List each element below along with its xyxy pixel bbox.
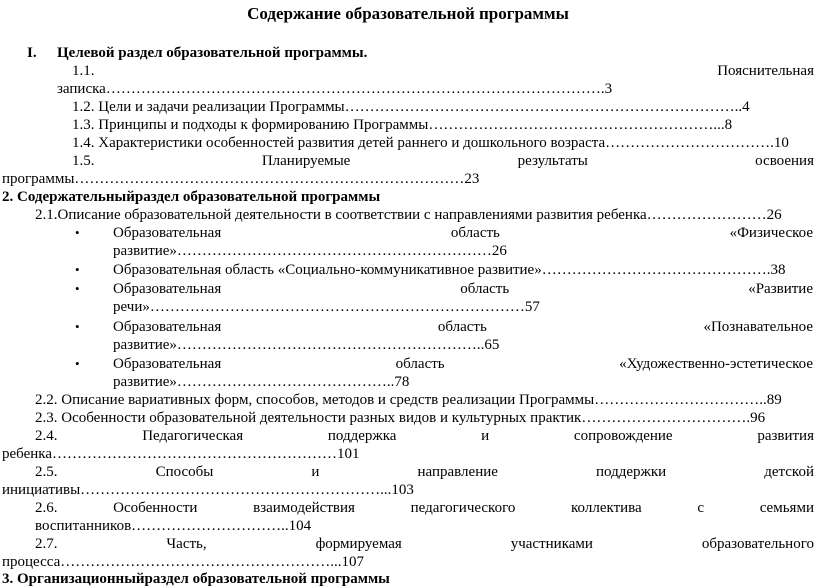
toc-item-2-7-continuation: процесса………………………………………………...107 bbox=[2, 554, 364, 570]
toc-item-1-1-continuation: записка……………………………………………………………………………………….3 bbox=[57, 81, 613, 97]
toc-item-2-2: 2.2. Описание вариативных форм, способов, методов и средств реализации Программы……………………………..89 bbox=[35, 392, 782, 408]
toc-word: взаимодействия bbox=[253, 500, 355, 516]
toc-item-2-3: 2.3. Особенности образовательной деятельности разных видов и культурных практик…………………………….96 bbox=[35, 410, 766, 426]
toc-word: Способы bbox=[155, 464, 214, 480]
toc-word: 2.4. bbox=[35, 428, 58, 444]
bullet-icon: • bbox=[75, 281, 80, 296]
section-2-heading: 2. Содержательныйраздел образовательной программы bbox=[2, 189, 381, 205]
toc-item-number: 1.1. bbox=[72, 63, 95, 79]
toc-bullet-artistic-continuation: развитие»……………………………………..78 bbox=[113, 374, 410, 390]
toc-item-1-4: 1.4. Характеристики особенностей развития детей раннего и дошкольного возраста…………………………….10 bbox=[72, 135, 789, 151]
toc-word: Часть, bbox=[166, 536, 207, 552]
toc-word: область bbox=[460, 281, 510, 297]
toc-word: область bbox=[450, 225, 500, 241]
toc-item-2-4 bbox=[35, 427, 814, 445]
toc-word: развития bbox=[757, 428, 814, 444]
toc-item-1-3: 1.3. Принципы и подходы к формированию Программы…………………………………………………...8 bbox=[72, 117, 733, 133]
toc-item-2-6 bbox=[35, 499, 814, 517]
toc-word: участниками bbox=[510, 536, 593, 552]
toc-word: 2.5. bbox=[35, 464, 58, 480]
toc-word: с bbox=[697, 500, 705, 516]
toc-word: 1.5. bbox=[72, 153, 95, 169]
toc-item-1-1 bbox=[72, 62, 814, 80]
toc-item-1-5-continuation: программы……………………………………………………………………23 bbox=[2, 171, 480, 187]
toc-item-word: Пояснительная bbox=[717, 63, 814, 79]
toc-word: Планируемые bbox=[261, 153, 351, 169]
toc-item-2-5-continuation: инициативы……………………………………………………...103 bbox=[2, 482, 414, 498]
toc-word: 2.7. bbox=[35, 536, 58, 552]
toc-bullet-cognitive-continuation: развитие»……………………………………………………..65 bbox=[113, 337, 500, 353]
toc-bullet-speech-continuation: речи»…………………………………………………………………57 bbox=[113, 299, 540, 315]
toc-item-2-7 bbox=[35, 535, 814, 553]
toc-word: и bbox=[481, 428, 490, 444]
toc-word: «Развитие bbox=[748, 281, 813, 297]
toc-item-1-2: 1.2. Цели и задачи реализации Программы……………………………………………………………………..4 bbox=[72, 99, 750, 115]
toc-word: и bbox=[311, 464, 320, 480]
toc-word: Образовательная bbox=[113, 281, 222, 297]
toc-word: образовательного bbox=[701, 536, 814, 552]
document-title: Содержание образовательной программы bbox=[247, 4, 569, 23]
toc-bullet-physical-continuation: развитие»………………………………………………………26 bbox=[113, 243, 507, 259]
toc-item-2-5 bbox=[35, 463, 814, 481]
toc-word: Образовательная bbox=[113, 225, 222, 241]
bullet-icon: • bbox=[75, 225, 80, 240]
toc-item-2-1: 2.1.Описание образовательной деятельности в соответствии с направлениями развития ребенка……………………26 bbox=[35, 207, 782, 223]
toc-word: область bbox=[437, 319, 487, 335]
toc-bullet-cognitive bbox=[113, 318, 813, 336]
toc-word: 2.6. bbox=[35, 500, 58, 516]
toc-word: «Художественно-эстетическое bbox=[619, 356, 813, 372]
toc-bullet-artistic bbox=[113, 355, 813, 373]
bullet-icon: • bbox=[75, 356, 80, 371]
toc-word: Педагогическая bbox=[142, 428, 244, 444]
toc-word: «Физическое bbox=[729, 225, 813, 241]
toc-word: Особенности bbox=[113, 500, 198, 516]
toc-word: формируемая bbox=[315, 536, 402, 552]
toc-item-1-5 bbox=[72, 152, 814, 170]
toc-word: поддержки bbox=[595, 464, 667, 480]
toc-word: результаты bbox=[517, 153, 588, 169]
toc-item-2-6-continuation: воспитанников…………………………..104 bbox=[35, 518, 312, 534]
toc-item-2-4-continuation: ребенка…………………………………………………101 bbox=[2, 446, 360, 462]
toc-word: семьями bbox=[759, 500, 814, 516]
section-1-number: I. bbox=[27, 45, 37, 61]
toc-bullet-physical bbox=[113, 224, 813, 242]
toc-word: область bbox=[395, 356, 445, 372]
toc-word: «Познавательное bbox=[703, 319, 813, 335]
toc-word: направление bbox=[417, 464, 498, 480]
toc-bullet-social: Образовательная область «Социально-коммуникативное развитие»……………………………………….38 bbox=[113, 262, 786, 278]
toc-word: детской bbox=[764, 464, 814, 480]
toc-word: сопровождение bbox=[573, 428, 673, 444]
bullet-icon: • bbox=[75, 319, 80, 334]
toc-word: коллектива bbox=[571, 500, 642, 516]
toc-word: Образовательная bbox=[113, 356, 222, 372]
toc-word: поддержка bbox=[327, 428, 397, 444]
toc-word: педагогического bbox=[410, 500, 516, 516]
toc-word: освоения bbox=[755, 153, 814, 169]
toc-word: Образовательная bbox=[113, 319, 222, 335]
section-1-heading: Целевой раздел образовательной программы. bbox=[57, 45, 368, 61]
bullet-icon: • bbox=[75, 262, 80, 277]
section-3-heading: 3. Организационныйраздел образовательной программы bbox=[2, 571, 390, 587]
toc-bullet-speech bbox=[113, 280, 813, 298]
